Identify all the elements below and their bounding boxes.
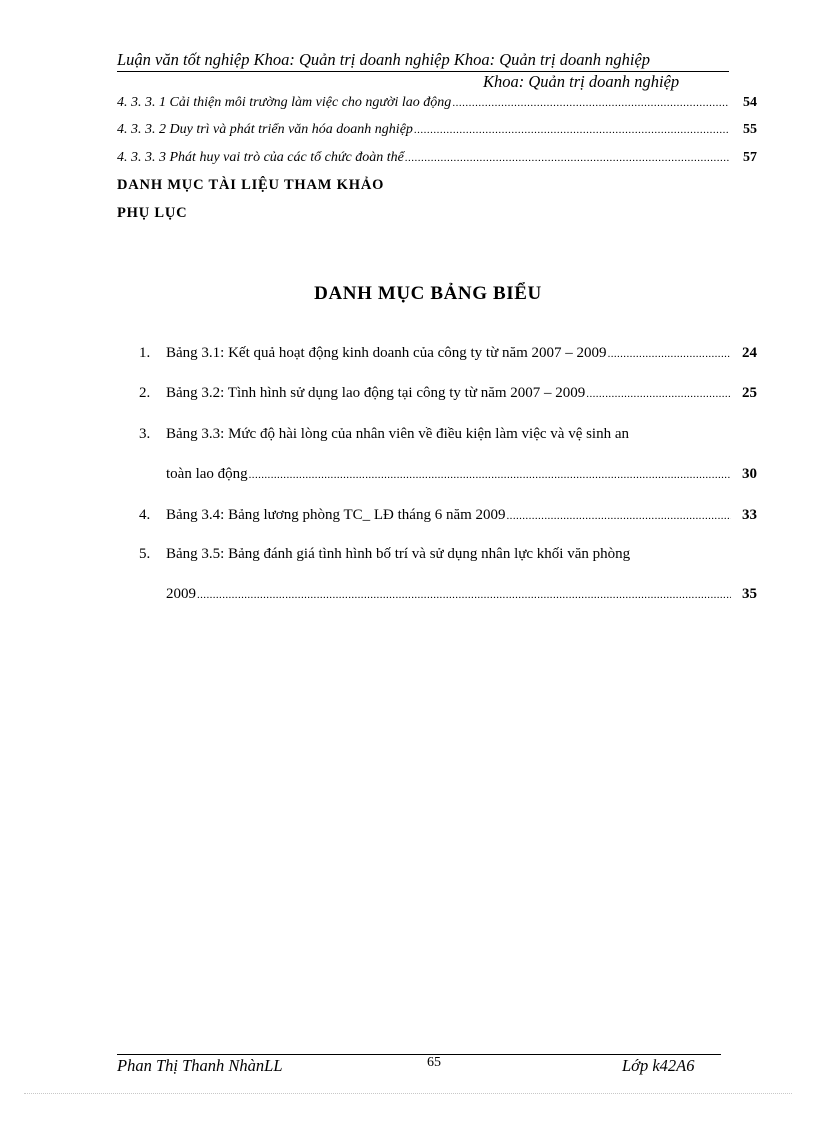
toc-entry-title: 4. 3. 3. 1 Cải thiện môi trường làm việc cho người lao động [117, 95, 452, 110]
table-list-page: 30 [742, 466, 757, 482]
leader-dots [452, 95, 729, 111]
toc-entry-page: 55 [743, 122, 757, 137]
table-list-title: Bảng 3.1: Kết quả hoạt động kinh doanh của công ty từ năm 2007 – 2009 [166, 345, 607, 361]
toc-entry[interactable] [117, 150, 757, 170]
page-bottom-divider [24, 1093, 792, 1094]
leader-dots [414, 122, 729, 138]
appendix-heading: PHỤ LỤC [117, 205, 188, 221]
table-list-page: 24 [742, 345, 757, 361]
table-list-page: 35 [742, 586, 757, 602]
toc-entry-page: 54 [743, 95, 757, 110]
table-list-number: 5. [139, 546, 151, 562]
footer-author: Phan Thị Thanh NhànLL [117, 1056, 283, 1075]
leader-dots [586, 385, 731, 402]
table-list-title: Bảng 3.5: Bảng đánh giá tình hình bố trí và sử dụng nhân lực khối văn phòng [166, 546, 631, 562]
table-list-item[interactable] [139, 507, 757, 524]
table-list-item[interactable] [139, 426, 757, 443]
table-list-item[interactable] [139, 385, 757, 402]
table-list-title-cont: toàn lao động [166, 466, 248, 482]
header-title: Luận văn tốt nghiệp Khoa: Quản trị doanh nghiệp Khoa: Quản trị doanh nghiệp [117, 50, 651, 69]
footer-class: Lớp k42A6 [622, 1056, 695, 1075]
table-list-number: 4. [139, 507, 151, 523]
table-list-page: 33 [742, 507, 757, 523]
table-list-item[interactable] [139, 345, 757, 362]
table-list-page: 25 [742, 385, 757, 401]
footer-divider [117, 1054, 721, 1055]
header-subtitle: Khoa: Quản trị doanh nghiệp [483, 72, 680, 91]
leader-dots [249, 466, 731, 483]
table-list-number: 1. [139, 345, 151, 361]
tables-list-title: DANH MỤC BẢNG BIỂU [314, 283, 542, 304]
table-list-title: Bảng 3.3: Mức độ hài lòng của nhân viên về điều kiện làm việc và vệ sinh an [166, 426, 630, 442]
leader-dots [197, 586, 731, 603]
toc-entry-title: 4. 3. 3. 3 Phát huy vai trò của các tổ chức đoàn thể [117, 150, 404, 165]
table-list-title-cont: 2009 [166, 586, 196, 602]
toc-entry[interactable] [117, 95, 757, 115]
table-list-item-continuation[interactable] [166, 466, 757, 483]
table-list-title: Bảng 3.4: Bảng lương phòng TC_ LĐ tháng 6 năm 2009 [166, 507, 506, 523]
table-list-item[interactable] [139, 546, 757, 563]
table-list-number: 2. [139, 385, 151, 401]
toc-entry[interactable] [117, 122, 757, 142]
table-list-number: 3. [139, 426, 151, 442]
leader-dots [507, 507, 731, 524]
leader-dots [608, 345, 731, 362]
leader-dots [405, 150, 729, 166]
page-number: 65 [427, 1055, 441, 1070]
table-list-item-continuation[interactable] [166, 586, 757, 603]
toc-entry-title: 4. 3. 3. 2 Duy trì và phát triển văn hóa doanh nghiệp [117, 122, 413, 137]
table-list-title: Bảng 3.2: Tình hình sử dụng lao động tại công ty từ năm 2007 – 2009 [166, 385, 586, 401]
references-heading: DANH MỤC TÀI LIỆU THAM KHẢO [117, 177, 385, 193]
toc-entry-page: 57 [743, 150, 757, 165]
